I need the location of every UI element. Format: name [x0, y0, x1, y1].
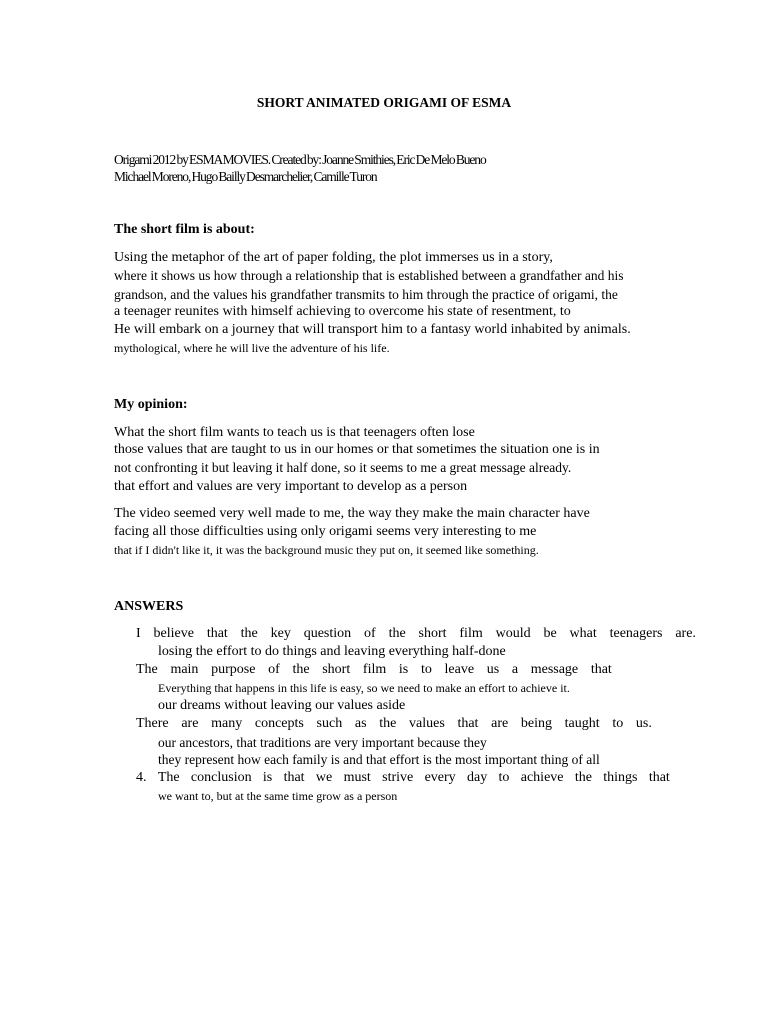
about-line: where it shows us how through a relationship that is established between a grandfather and his — [114, 268, 624, 283]
credits-line-2: Michael Moreno, Hugo Bailly Desmarchelier, Camille Turon — [114, 169, 377, 184]
answer-line: Everything that happens in this life is easy, so we need to make an effort to achieve it. — [158, 681, 570, 695]
answer-word: 4. — [136, 770, 147, 785]
opinion-heading: My opinion: — [114, 397, 188, 412]
document-title: SHORT ANIMATED ORIGAMI OF ESMA — [256, 95, 512, 110]
answer-line: our ancestors, that traditions are very important because they — [158, 735, 487, 750]
answer-word: to — [612, 716, 624, 731]
opinion-line: that if I didn't like it, it was the background music they put on, it seemed like something. — [114, 543, 539, 557]
answer-word: many — [211, 716, 243, 731]
answer-word: a — [511, 662, 519, 677]
answer-word: us — [486, 662, 500, 677]
answer-word: we — [315, 770, 333, 785]
answer-word: that — [457, 716, 479, 731]
answer-word: are. — [675, 626, 696, 641]
about-heading: The short film is about: — [114, 222, 255, 237]
answer-line: our dreams without leaving our values aside — [158, 698, 406, 713]
answer-word: concepts — [254, 716, 304, 731]
answer-line-justified — [136, 627, 696, 641]
answer-word: strive — [382, 770, 414, 785]
answer-word: conclusion — [190, 770, 252, 785]
about-line: grandson, and the values his grandfather transmits to him through the practice of origami, the — [114, 287, 618, 302]
answer-word: are — [181, 716, 199, 731]
opinion-line: those values that are taught to us in our homes or that sometimes the situation one is in — [114, 442, 600, 457]
answer-word: leave — [444, 662, 475, 677]
answer-word: taught — [564, 716, 600, 731]
answer-line-justified — [136, 717, 652, 731]
answer-line: losing the effort to do things and leaving everything half-done — [158, 644, 506, 659]
opinion-line: not confronting it but leaving it half done, so it seems to me a great message already. — [114, 460, 572, 475]
answer-word: day — [466, 770, 488, 785]
answer-line: we want to, but at the same time grow as a person — [158, 789, 398, 803]
about-line: mythological, where he will live the adventure of his life. — [114, 341, 390, 355]
answer-word: main — [170, 662, 199, 677]
answer-word: things — [603, 770, 638, 785]
answer-word: is — [262, 770, 273, 785]
opinion-line: facing all those difficulties using only origami seems very interesting to me — [114, 524, 537, 539]
answer-word: The — [157, 770, 180, 785]
answer-word: There — [136, 716, 169, 731]
answer-word: is — [398, 662, 409, 677]
answer-word: to — [420, 662, 432, 677]
answer-word: question — [303, 626, 352, 641]
answer-line-justified — [136, 771, 670, 785]
answer-word: every — [424, 770, 456, 785]
answer-word: must — [343, 770, 371, 785]
answer-word: that — [648, 770, 670, 785]
about-line: Using the metaphor of the art of paper folding, the plot immerses us in a story, — [114, 250, 553, 265]
opinion-line: The video seemed very well made to me, the way they make the main character have — [114, 506, 590, 521]
answer-word: the — [292, 662, 310, 677]
answer-word: film — [459, 626, 483, 641]
answer-word: that — [206, 626, 228, 641]
answer-word: message — [530, 662, 579, 677]
answer-word: believe — [153, 626, 194, 641]
answer-word: key — [270, 626, 291, 641]
answer-word: the — [379, 716, 397, 731]
answer-word: film — [362, 662, 387, 677]
answer-word: the — [574, 770, 592, 785]
answer-line-justified — [136, 663, 612, 677]
answer-word: be — [543, 626, 557, 641]
opinion-line: What the short film wants to teach us is that teenagers often lose — [114, 425, 475, 440]
answer-word: of — [364, 626, 376, 641]
answer-word: are — [491, 716, 509, 731]
answer-word: what — [569, 626, 597, 641]
opinion-line: that effort and values are very important to develop as a person — [114, 479, 468, 494]
answer-word: purpose — [211, 662, 256, 677]
answer-word: to — [498, 770, 510, 785]
answer-word: would — [495, 626, 531, 641]
about-line: He will embark on a journey that will transport him to a fantasy world inhabited by animals. — [114, 322, 631, 337]
answer-word: of — [268, 662, 280, 677]
answer-word: that — [283, 770, 305, 785]
credits-line-1: Origami 2012 by ESMA MOVIES. Created by: Joanne Smithies, Eric De Melo Bueno — [114, 152, 486, 167]
answers-heading: ANSWERS — [114, 599, 184, 614]
answer-line: they represent how each family is and that effort is the most important thing of all — [158, 752, 600, 767]
answer-word: being — [520, 716, 552, 731]
answer-word: I — [136, 626, 141, 641]
answer-word: as — [354, 716, 367, 731]
answer-word: the — [240, 626, 258, 641]
answer-word: us. — [635, 716, 652, 731]
answer-word: achieve — [520, 770, 564, 785]
answer-word: values — [409, 716, 445, 731]
answer-word: short — [322, 662, 351, 677]
answer-word: The — [136, 662, 158, 677]
answer-word: short — [418, 626, 447, 641]
answer-word: such — [316, 716, 343, 731]
answer-word: teenagers — [609, 626, 663, 641]
answer-word: the — [388, 626, 406, 641]
about-line: a teenager reunites with himself achieving to overcome his state of resentment, to — [114, 304, 571, 319]
answer-word: that — [590, 662, 612, 677]
